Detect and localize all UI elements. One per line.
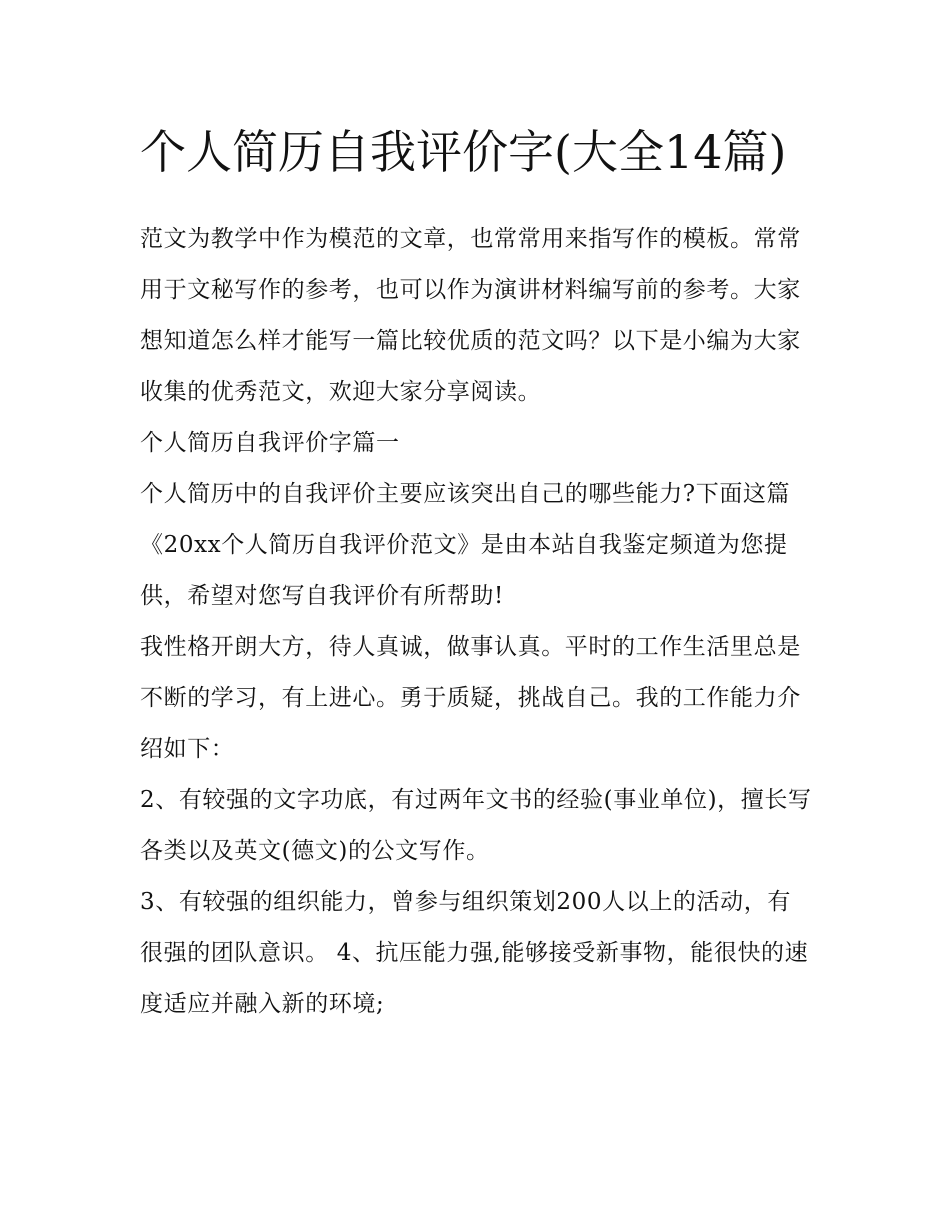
document-title: 个人简历自我评价字(大全14篇) <box>140 125 787 179</box>
list-item: 2、有较强的文字功底，有过两年文书的经验(事业单位)，擅长写各类以及英文(德文)的公文写作。 <box>140 787 812 864</box>
body-paragraph: 我性格开朗大方，待人真诚，做事认真。平时的工作生活里总是不断的学习，有上进心。勇于质疑，挑战自己。我的工作能力介绍如下： <box>140 634 801 762</box>
list-item: 3、有较强的组织能力，曾参与组织策划200人以上的活动，有很强的团队意识。 4、抗压能力强,能够接受新事物，能很快的速度适应并融入新的环境; <box>140 889 809 1017</box>
intro-paragraph: 范文为教学中作为模范的文章，也常常用来指写作的模板。常常用于文秘写作的参考，也可以作为演讲材料编写前的参考。大家想知道怎么样才能写一篇比较优质的范文吗？以下是小编为大家收集的优秀范文，欢迎大家分享阅读。 <box>140 226 801 405</box>
section-heading: 个人简历自我评价字篇一 <box>140 430 400 456</box>
body-paragraph: 个人简历中的自我评价主要应该突出自己的哪些能力?下面这篇《20xx个人简历自我评价范文》是由本站自我鉴定频道为您提供，希望对您写自我评价有所帮助! <box>140 481 791 609</box>
document-page <box>140 112 812 1030</box>
